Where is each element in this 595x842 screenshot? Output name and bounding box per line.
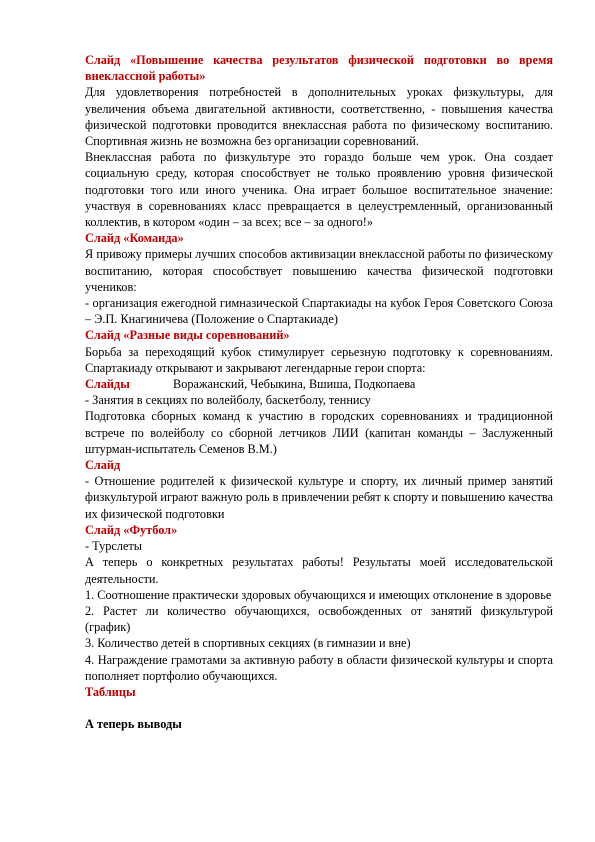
slides-hero-names: Воражанский, Чебыкина, Вшиша, Подкопаева — [173, 377, 416, 392]
paragraph-parents: - Отношение родителей к физической культуре и спорту, их личный пример занятий физкультурой играют важную роль в привлечении ребят к спорту и повышению качества их физической подготовки — [85, 474, 553, 521]
blank-line — [85, 700, 553, 716]
paragraph-spartakiad: - организация ежегодной гимназической Спартакиады на кубок Героя Советского Союза – Э.П. Кнагиничева (Положение о Спартакиаде) — [85, 296, 553, 327]
tables-heading: Таблицы — [85, 684, 136, 699]
paragraph-examples: Я привожу примеры лучших способов активизации внеклассной работы по физическому воспитанию, которая способствует повышению качества физической подготовки учеников: — [85, 247, 553, 294]
paragraph-results: А теперь о конкретных результатах работы! Результаты моей исследовательской деятельности. — [85, 555, 553, 586]
results-item-1: 1. Соотношение практически здоровых обучающихся и имеющих отклонение в здоровье — [85, 587, 552, 602]
paragraph-tourslets: - Турслеты — [85, 539, 143, 554]
slide-heading-quality: Слайд «Повышение качества результатов физической подготовки во время внеклассной работы» — [85, 53, 553, 84]
paragraph-sections: - Занятия в секциях по волейболу, баскетболу, теннису — [85, 393, 371, 408]
slide-heading-football: Слайд «Футбол» — [85, 522, 178, 537]
slides-label: Слайды — [85, 377, 130, 392]
paragraph-cup: Борьба за переходящий кубок стимулирует серьезную подготовку к соревнованиям. Спартакиаду открывают и закрывают легендарные герои спорта: — [85, 344, 553, 375]
conclusions-heading: А теперь выводы — [85, 717, 182, 732]
paragraph-needs: Для удовлетворения потребностей в дополнительных уроках физкультуры, для увеличения объема двигательной активности, соответственно, - повышения качества физической подготовки проводится внеклассная работа по физическому воспитанию. Спортивная жизнь не возможна без организации соревнований. — [85, 85, 553, 149]
slide-heading-plain: Слайд — [85, 458, 121, 473]
slides-heroes-row — [85, 376, 553, 392]
paragraph-teams: Подготовка сборных команд к участию в городских соревнованиях и традиционной встрече по волейболу со сборной летчиков ЛИИ (капитан команды – Заслуженный штурман-испытатель Семенов В.М.) — [85, 409, 553, 456]
document-page — [85, 52, 553, 732]
results-item-3: 3. Количество детей в спортивных секциях (в гимназии и вне) — [85, 636, 411, 651]
results-item-4: 4. Награждение грамотами за активную работу в области физической культуры и спорта пополняет портфолио обучающихся. — [85, 652, 553, 683]
results-item-2: 2. Растет ли количество обучающихся, освобожденных от занятий физкультурой (график) — [85, 603, 553, 635]
paragraph-extracurricular: Внеклассная работа по физкультуре это гораздо больше чем урок. Она создает социальную среду, которая способствует не только проявлению уровня физической подготовки того или иного ученика. Она играет большое воспитательное значение: участвуя в соревнованиях класс превращается в целеустремленный, организованный коллектив, в котором «один – за всех; все – за одного!» — [85, 150, 553, 230]
slide-heading-team: Слайд «Команда» — [85, 231, 184, 246]
slide-heading-competitions: Слайд «Разные виды соревнований» — [85, 328, 290, 343]
